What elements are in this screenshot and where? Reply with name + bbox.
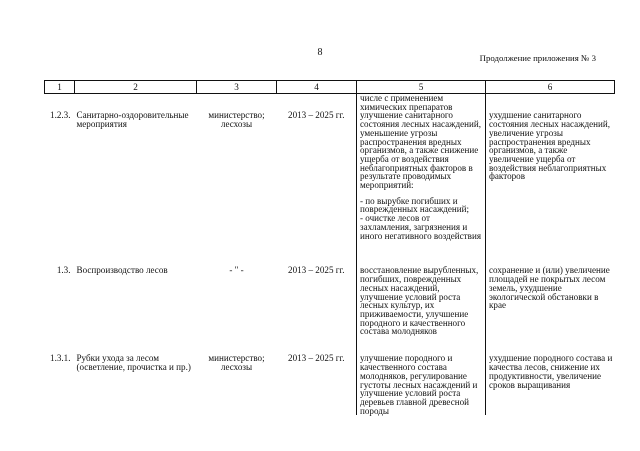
measure-name: Санитарно-оздоровительные мероприятия: [76, 110, 189, 130]
measure-name: [75, 94, 197, 112]
executor: министерство; лесхозы: [208, 110, 265, 130]
expected-result: [357, 354, 486, 415]
page-number: 8: [317, 47, 323, 58]
expected-result: [357, 94, 486, 112]
expected-result: [357, 111, 486, 266]
period: [277, 94, 357, 112]
result-paragraph: - по вырубке погибших и поврежденных насаждений;: [360, 195, 470, 215]
table-header-row: [45, 81, 615, 94]
result-paragraph: числе с применением химических препаратов: [360, 93, 453, 112]
consequence: ухудшение санитарного состояния лесных насаждений, увеличение угрозы распространения вредных организмов, а также увеличение ущерба от воздействия неблагоприятных факторов: [486, 111, 615, 266]
column-header: 2: [75, 81, 197, 94]
result-paragraph: - очистке лесов от захламления, загрязнения и иного негативного воздействия: [360, 213, 481, 241]
appendix-continuation-label: Продолжение приложения № 3: [479, 53, 596, 63]
table-row: [45, 111, 615, 266]
result-paragraph: улучшение санитарного состояния лесных насаждений, уменьшение угрозы распространения вредных организмов, а также снижение ущерба от воздействия неблагоприятных факторов в результате проводимых мероприятий:: [360, 110, 481, 191]
row-number: [45, 94, 75, 112]
consequence: сохранение и (или) увеличение площадей не покрытых лесом земель, ухудшение экологической обстановки в крае: [486, 266, 615, 354]
table-row: [45, 266, 615, 354]
row-number: 1.3.: [56, 265, 71, 276]
column-header: 5: [357, 81, 486, 94]
column-header: 6: [486, 81, 615, 94]
period: 2013 – 2025 гг.: [288, 353, 345, 364]
row-number: 1.2.3.: [50, 110, 71, 121]
consequence: ухудшение породного состава и качества лесов, снижение их продуктивности, увеличение сроков выращивания: [486, 354, 615, 415]
row-number: 1.3.1.: [50, 353, 71, 364]
result-paragraph: улучшение породного и качественного состава молодняков, регулирование густоты лесных насаждений и улучшение условий роста деревьев главной древесной породы: [360, 353, 478, 416]
executor: [197, 94, 277, 112]
expected-result: [357, 266, 486, 354]
program-measures-table: [44, 80, 615, 415]
measure-name: Воспроизводство лесов: [76, 265, 168, 276]
table-row: [45, 354, 615, 415]
table-row: [45, 94, 615, 112]
consequence: [486, 94, 615, 112]
column-header: 3: [197, 81, 277, 94]
measure-name: Рубки ухода за лесом (осветление, прочистка и пр.): [76, 353, 191, 373]
period: 2013 – 2025 гг.: [288, 110, 345, 121]
result-paragraph: восстановление вырубленных, погибших, поврежденных лесных насаждений, улучшение условий роста лесных культур, их приживаемости, улучшение породного и качественного состава молодняков: [360, 265, 479, 337]
executor: - " -: [229, 265, 244, 276]
column-header: 4: [277, 81, 357, 94]
executor: министерство; лесхозы: [208, 353, 265, 373]
period: 2013 – 2025 гг.: [288, 265, 345, 276]
column-header: 1: [45, 81, 75, 94]
